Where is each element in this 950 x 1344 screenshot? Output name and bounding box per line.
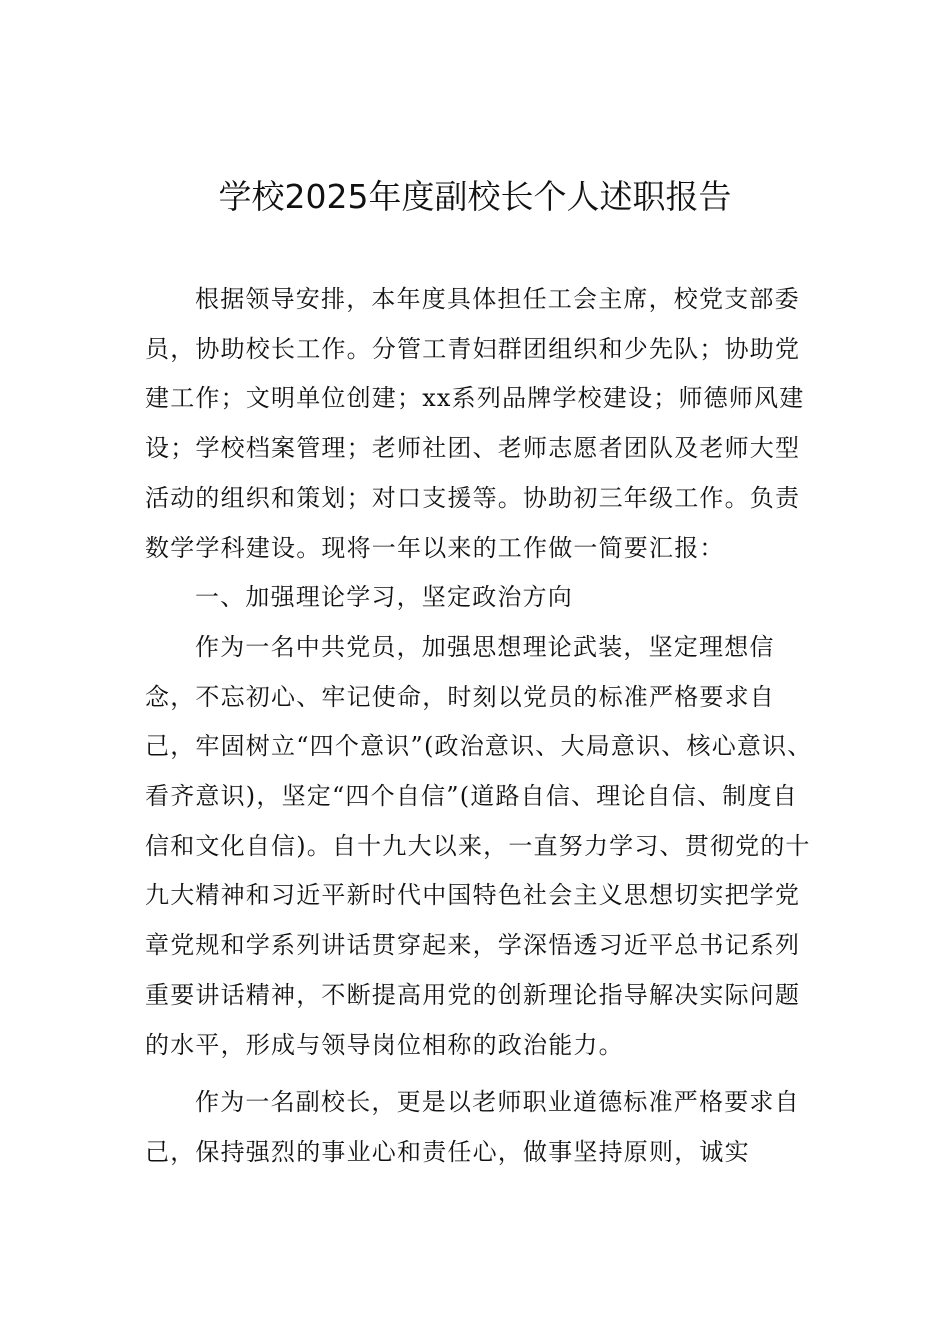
paragraph-theory-study: 作为一名中共党员，加强思想理论武装，坚定理想信念，不忘初心、牢记使命，时刻以党员的标准严格要求自己，牢固树立“四个意识”(政治意识、大局意识、核心意识、看齐意识)，坚定“四个自信”(道路自信、理论自信、制度自信和文化自信)。自十九大以来，一直努力学习、贯彻党的十九大精神和习近平新时代中国特色社会主义思想切实把学党章党规和学系列讲话贯穿起来，学深悟透习近平总书记系列重要讲话精神，不断提高用党的创新理论指导解决实际问题的水平，形成与领导岗位相称的政治能力。 <box>145 632 813 1059</box>
document-title: 学校2025年度副校长个人述职报告 <box>218 177 732 216</box>
paragraph-vice-principal: 作为一名副校长，更是以老师职业道德标准严格要求自己，保持强烈的事业心和责任心，做事坚持原则，诚实 <box>145 1088 800 1166</box>
section-heading-1: 一、加强理论学习，坚定政治方向 <box>195 583 573 612</box>
document-body <box>145 275 815 1178</box>
paragraph-intro: 根据领导安排，本年度具体担任工会主席，校党支部委员，协助校长工作。分管工青妇群团组织和少先队；协助党建工作；文明单位创建；xx系列品牌学校建设；师德师风建设；学校档案管理；老师社团、老师志愿者团队及老师大型活动的组织和策划；对口支援等。协助初三年级工作。负责数学学科建设。现将一年以来的工作做一简要汇报： <box>145 285 805 562</box>
